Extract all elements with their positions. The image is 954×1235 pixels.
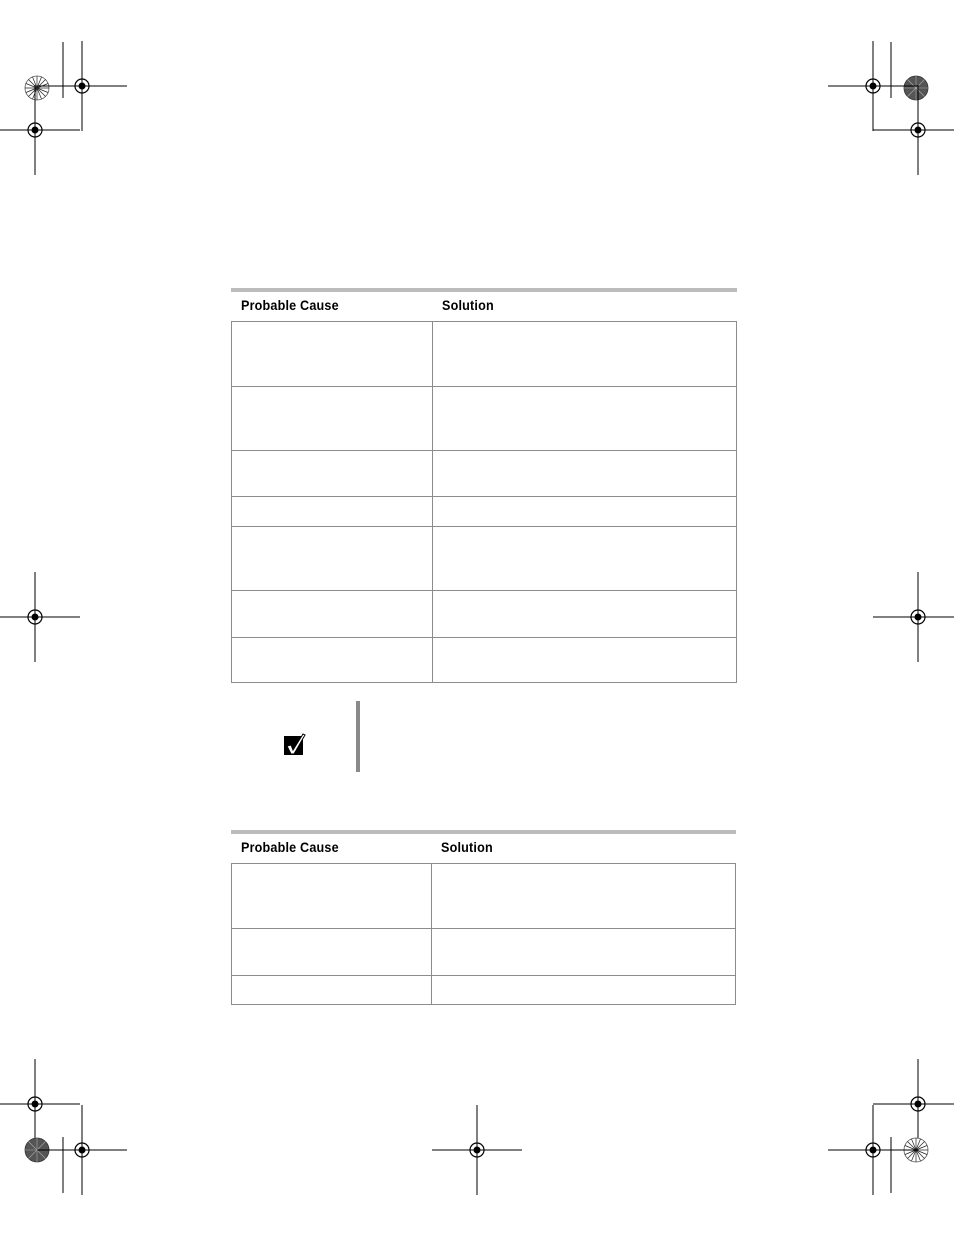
troubleshooting-table-2 <box>231 830 736 1005</box>
troubleshooting-table-1 <box>231 288 737 683</box>
crosshair-icon <box>828 41 918 131</box>
header-probable-cause: Probable Cause <box>241 839 339 855</box>
table-header <box>231 834 736 860</box>
header-probable-cause: Probable Cause <box>241 297 339 313</box>
table-row <box>232 526 736 590</box>
cause-cell <box>232 497 433 526</box>
solution-cell <box>432 976 735 1004</box>
cause-cell <box>232 638 433 682</box>
note-bar <box>356 701 360 772</box>
solution-cell <box>433 497 736 526</box>
table-body <box>231 321 737 683</box>
header-solution: Solution <box>441 839 493 855</box>
solution-cell <box>433 451 736 496</box>
crosshair-icon <box>0 1059 80 1149</box>
solution-cell <box>433 638 736 682</box>
table-row <box>232 637 736 682</box>
table-body <box>231 863 736 1005</box>
cause-cell <box>232 387 433 450</box>
table-row <box>232 496 736 526</box>
table-header <box>231 292 737 318</box>
solution-cell <box>433 591 736 637</box>
cause-cell <box>232 451 433 496</box>
solution-cell <box>433 322 736 386</box>
crosshair-icon <box>873 1059 954 1149</box>
starburst-icon <box>25 76 49 100</box>
crosshair-icon <box>873 572 954 662</box>
table-row <box>232 322 736 386</box>
table-row <box>232 386 736 450</box>
solution-cell <box>433 387 736 450</box>
table-row <box>232 450 736 496</box>
cause-cell <box>232 591 433 637</box>
cause-cell <box>232 864 432 928</box>
crosshair-icon <box>37 41 127 131</box>
table-row <box>232 928 735 975</box>
starburst-icon <box>904 76 928 100</box>
crosshair-icon <box>828 1105 918 1195</box>
header-solution: Solution <box>442 297 494 313</box>
solution-cell <box>433 527 736 590</box>
cause-cell <box>232 929 432 975</box>
cause-cell <box>232 527 433 590</box>
table-row <box>232 975 735 1004</box>
cause-cell <box>232 976 432 1004</box>
cause-cell <box>232 322 433 386</box>
solution-cell <box>432 929 735 975</box>
table-row <box>232 864 735 928</box>
solution-cell <box>432 864 735 928</box>
table-row <box>232 590 736 637</box>
crosshair-icon <box>37 1105 127 1195</box>
crosshair-icon <box>432 1105 522 1195</box>
check-icon <box>283 733 307 757</box>
crosshair-icon <box>0 572 80 662</box>
